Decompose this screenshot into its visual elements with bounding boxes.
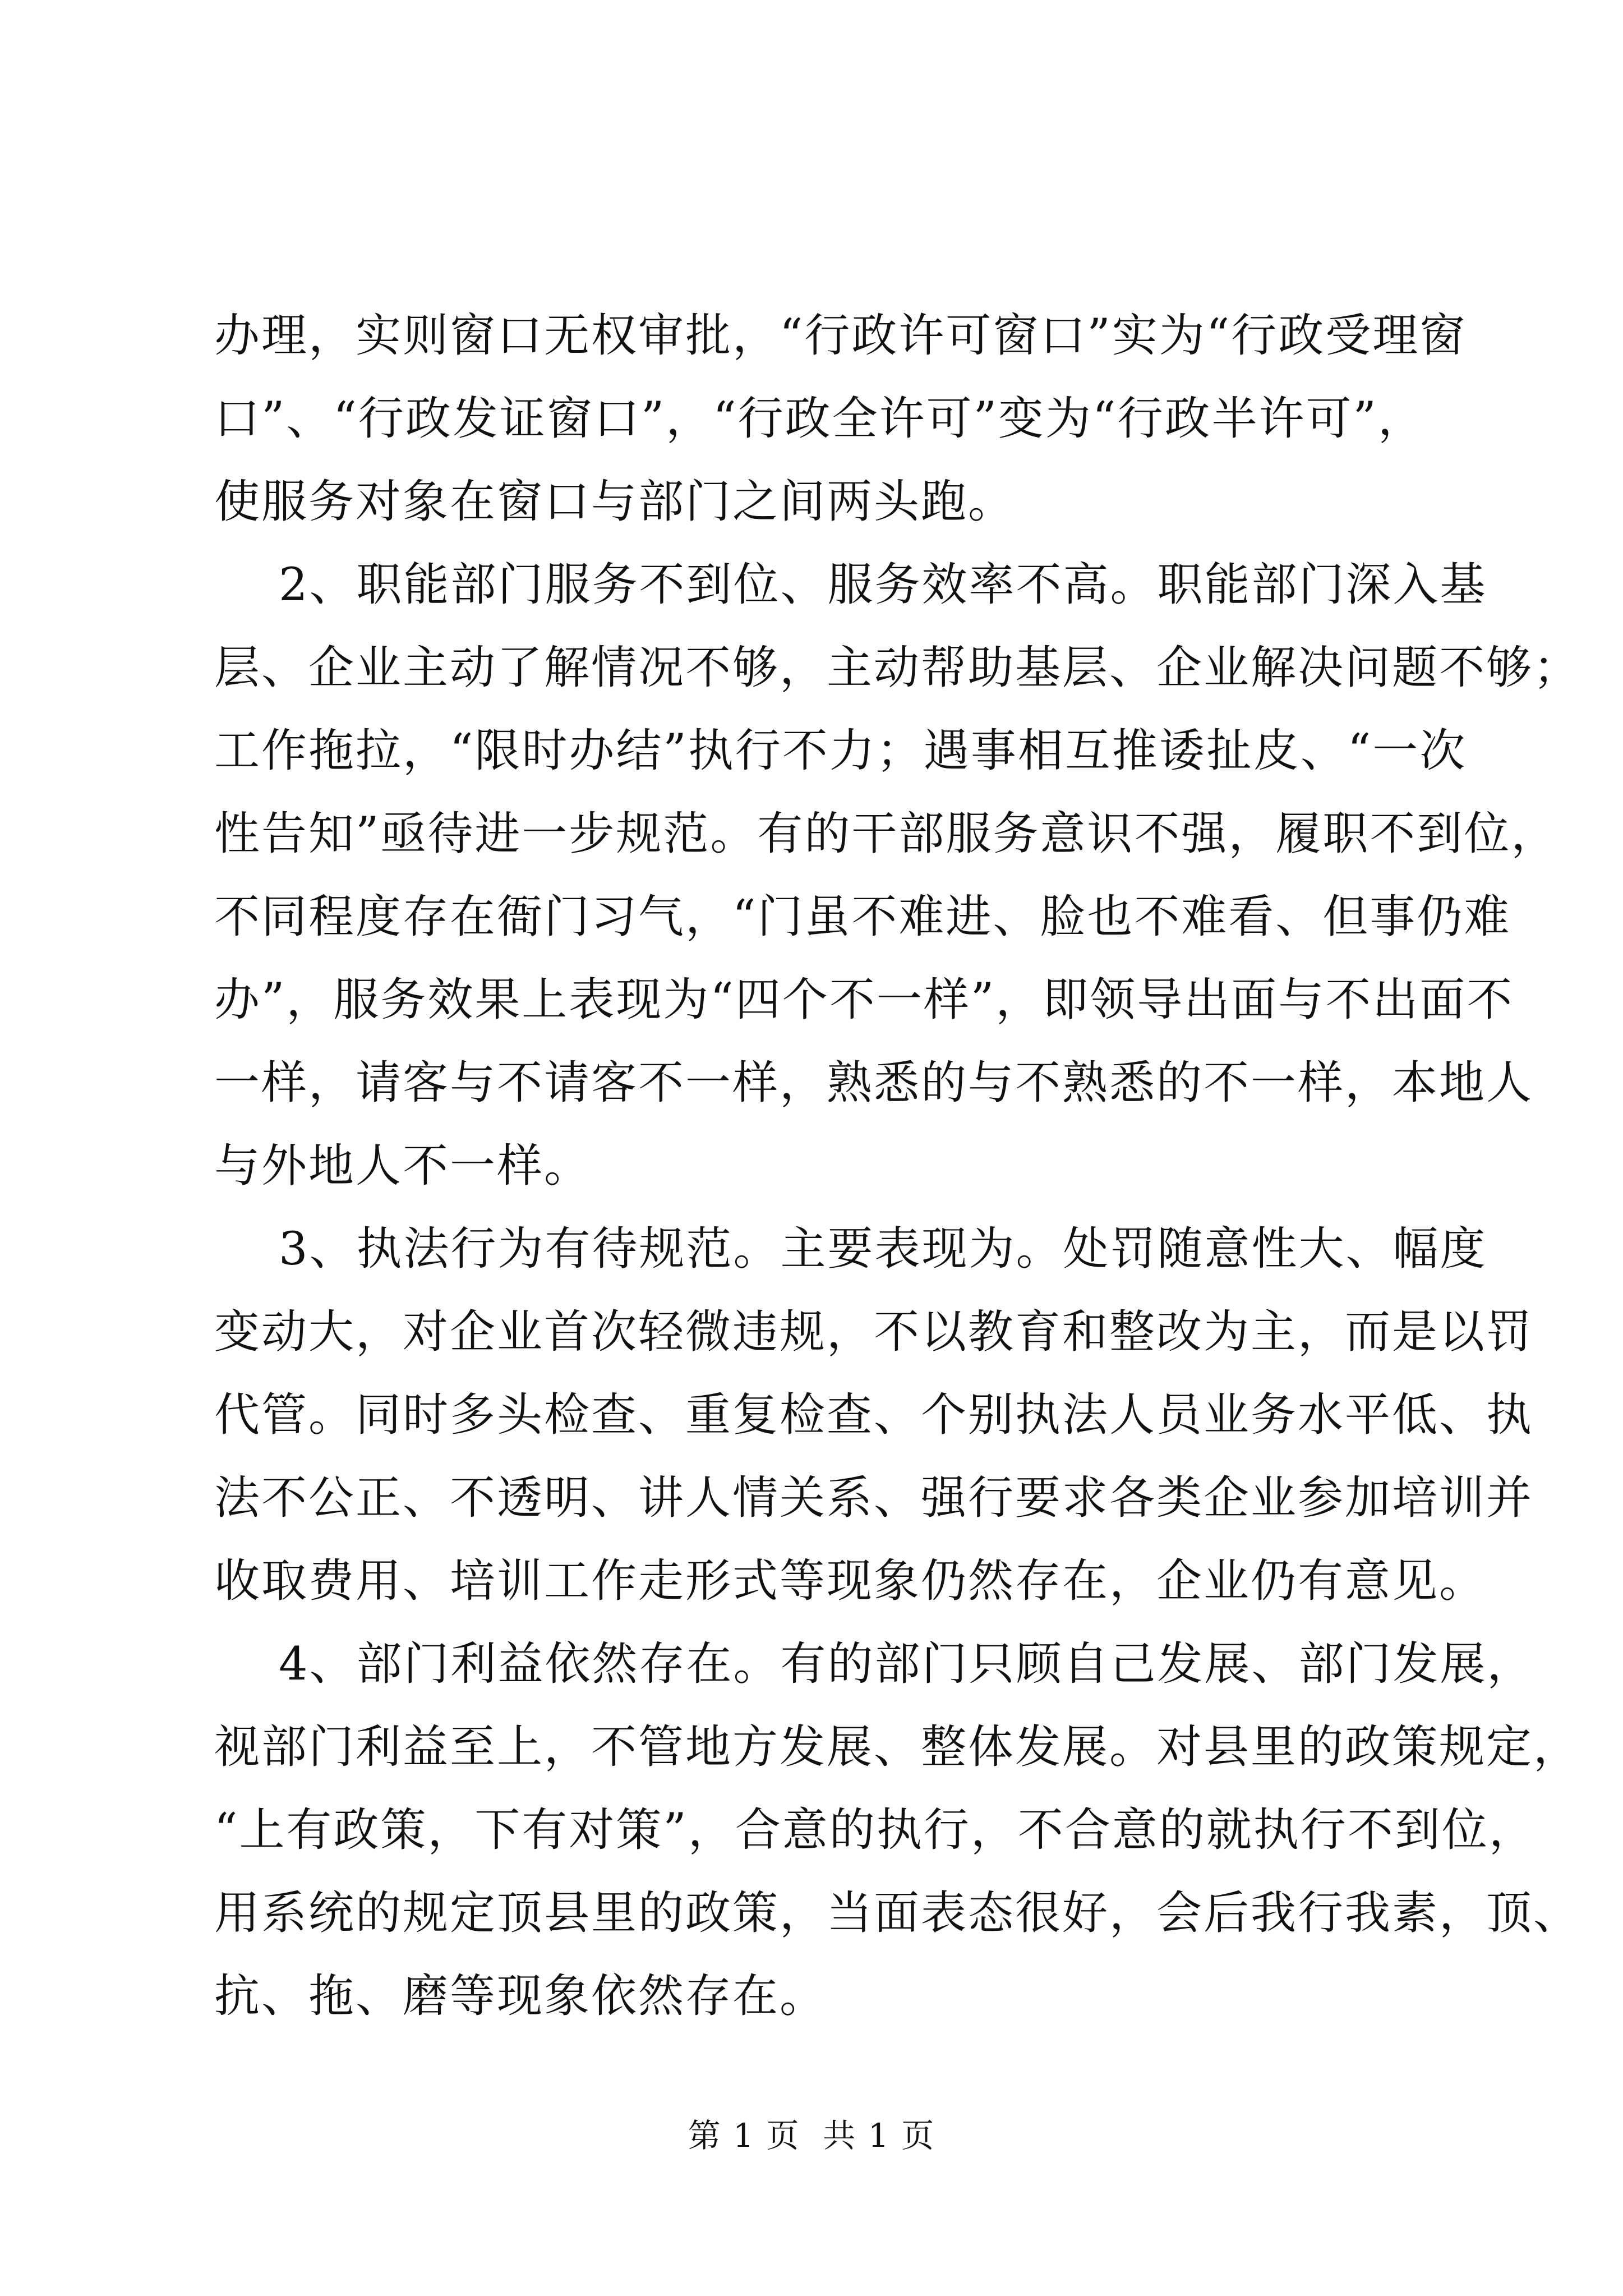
text-line: 性告知”亟待进一步规范。有的干部服务意识不强，履职不到位， <box>214 808 1559 861</box>
text-line: “上有政策，下有对策”，合意的执行，不合意的就执行不到位， <box>214 1804 1536 1857</box>
text-line: 抗、拖、磨等现象依然存在。 <box>214 1970 827 2023</box>
text-line: 2、职能部门服务不到位、服务效率不高。职能部门深入基 <box>214 559 1487 611</box>
text-line: 法不公正、不透明、讲人情关系、强行要求各类企业参加培训并 <box>214 1472 1534 1525</box>
text-line: 工作拖拉，“限时办结”执行不力；遇事相互推诿扯皮、“一次 <box>214 725 1467 777</box>
text-line: 变动大，对企业首次轻微违规，不以教育和整改为主，而是以罚 <box>214 1306 1534 1359</box>
page-number-footer: 第 1 页 共 1 页 <box>688 2116 935 2155</box>
text-line: 代管。同时多头检查、重复检查、个别执法人员业务水平低、执 <box>214 1389 1534 1442</box>
document-body <box>214 295 1581 2038</box>
text-line: 一样，请客与不请客不一样，熟悉的与不熟悉的不一样，本地人 <box>214 1057 1534 1110</box>
text-line: 与外地人不一样。 <box>214 1140 592 1193</box>
text-line: 4、部门利益依然存在。有的部门只顾自己发展、部门发展， <box>214 1638 1534 1691</box>
text-line: 用系统的规定顶县里的政策，当面表态很好，会后我行我素，顶、 <box>214 1887 1581 1940</box>
text-line: 不同程度存在衙门习气，“门虽不难进、脸也不难看、但事仍难 <box>214 891 1511 944</box>
text-line: 办理，实则窗口无权审批，“行政许可窗口”实为“行政受理窗 <box>214 310 1467 362</box>
text-line: 3、执法行为有待规范。主要表现为。处罚随意性大、幅度 <box>214 1223 1487 1276</box>
text-line: 办”，服务效果上表现为“四个不一样”，即领导出面与不出面不 <box>214 974 1514 1027</box>
text-line: 使服务对象在窗口与部门之间两头跑。 <box>214 476 1016 528</box>
text-line: 层、企业主动了解情况不够，主动帮助基层、企业解决问题不够； <box>214 642 1581 694</box>
text-line: 口”、“行政发证窗口”，“行政全许可”变为“行政半许可”， <box>214 393 1425 445</box>
text-line: 视部门利益至上，不管地方发展、整体发展。对县里的政策规定， <box>214 1721 1581 1774</box>
text-line: 收取费用、培训工作走形式等现象仍然存在，企业仍有意见。 <box>214 1555 1487 1608</box>
